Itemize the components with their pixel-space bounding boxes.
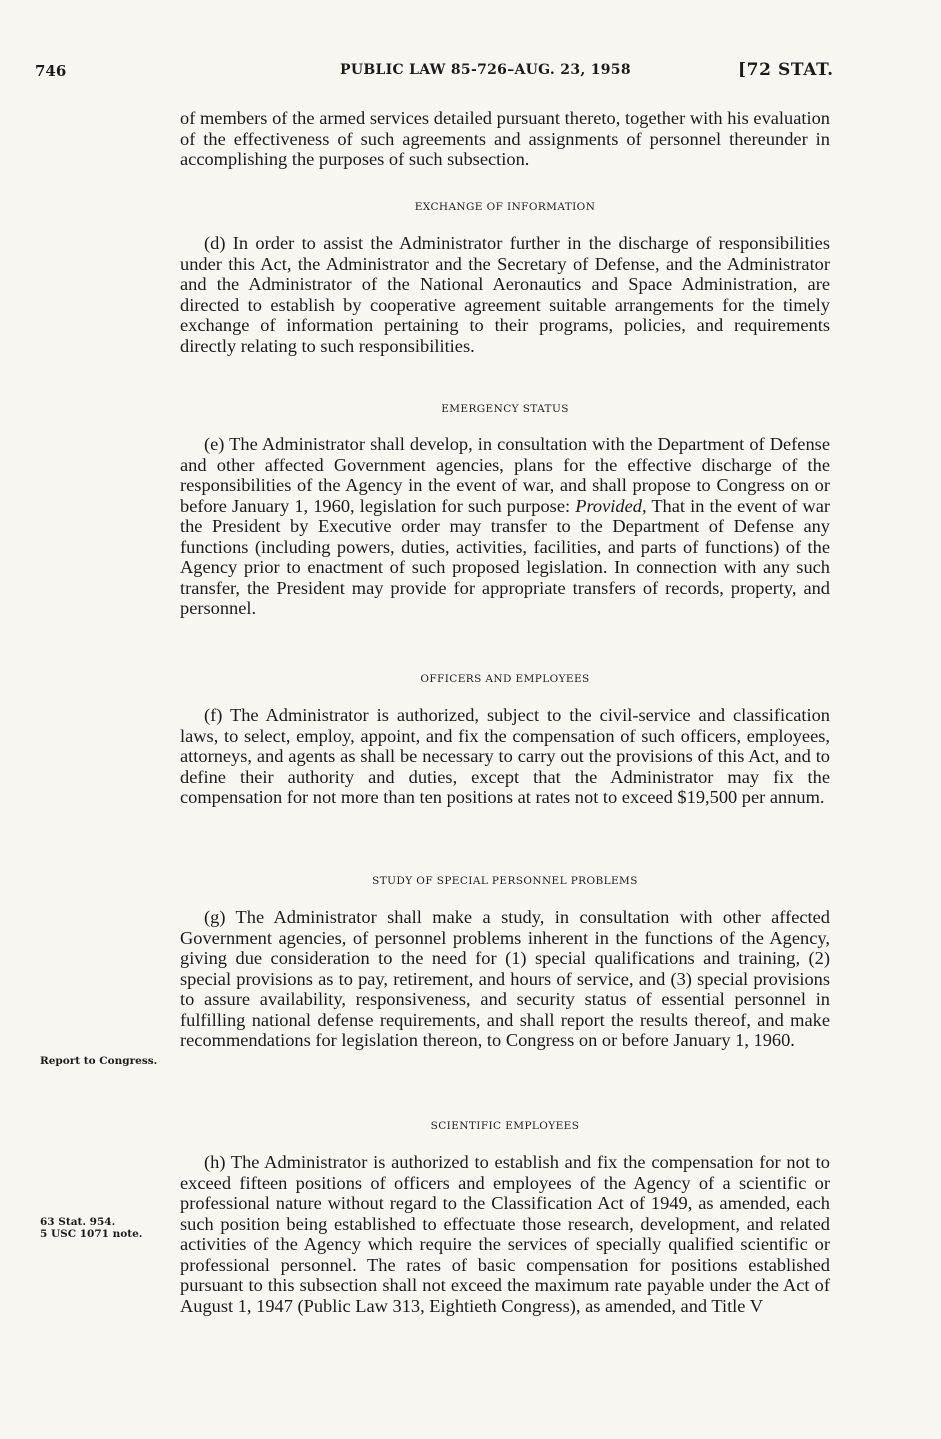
- margin-note-report-to-congress: Report to Congress.: [40, 1055, 158, 1067]
- margin-note-citation-stat: 63 Stat. 954.: [40, 1216, 116, 1228]
- page-header: [0, 62, 941, 92]
- running-head: PUBLIC LAW 85-726–AUG. 23, 1958: [340, 62, 631, 78]
- heading-officers-and-employees: OFFICERS AND EMPLOYEES: [420, 673, 590, 685]
- intro-paragraph: of members of the armed services detailed pursuant thereto, together with his evaluation of the effectiveness of such agreements and assignments of personnel thereunder in accomplishing the purposes of such subsection.: [180, 108, 830, 169]
- page-number: 746: [35, 62, 67, 80]
- paragraph-h: (h) The Administrator is authorized to establish and fix the compensation for not to exceed fifteen positions of officers and employees of the Agency of a scientific or professional nature without regard to the Classification Act of 1949, as amended, each such position being established to effectuate those research, development, and related activities of the Agency which require the services of specially qualified scientific or professional personnel. The rates of basic compensation for positions established pursuant to this subsection shall not exceed the maximum rate payable under the Act of August 1, 1947 (Public Law 313, Eightieth Congress), as amended, and Title V: [180, 1152, 830, 1316]
- margin-note-citation-usc: 5 USC 1071 note.: [40, 1228, 143, 1240]
- stat-reference: [72 STAT.: [738, 60, 834, 80]
- paragraph-g: (g) The Administrator shall make a study, in consultation with other affected Government agencies, of personnel problems inherent in the functions of the Agency, giving due consideration to the need for (1) special qualifications and training, (2) special provisions as to pay, retirement, and hours of service, and (3) special provisions to assure availability, responsiveness, and security status of essential personnel in fulfilling national defense requirements, and shall report the results thereof, and make recommendations for legislation thereon, to Congress on or before January 1, 1960.: [180, 907, 830, 1050]
- paragraph-e-text-before: (e) The Administrator shall develop, in consultation with the Department of Defense and other affected Government agencies, plans for the effective discharge of the responsibilities of the Agency in the event of war, and shall propose to Congress on or before January 1, 1960, legislation for such purpose:: [180, 434, 830, 516]
- paragraph-e: [180, 434, 830, 619]
- paragraph-d: (d) In order to assist the Administrator further in the discharge of responsibilities under this Act, the Administrator and the Secretary of Defense, and the Administrator and the Administrator of the National Aeronautics and Space Administration, are directed to establish by cooperative agreement suitable arrangements for the timely exchange of information pertaining to their programs, policies, and requirements directly relating to such responsibilities.: [180, 233, 830, 356]
- heading-study-of-special-personnel-problems: STUDY OF SPECIAL PERSONNEL PROBLEMS: [372, 875, 638, 887]
- heading-exchange-of-information: EXCHANGE OF INFORMATION: [414, 201, 596, 213]
- heading-scientific-employees: SCIENTIFIC EMPLOYEES: [430, 1120, 580, 1132]
- proviso-term: Provided,: [575, 495, 647, 516]
- paragraph-f: (f) The Administrator is authorized, subject to the civil-service and classification laws, to select, employ, appoint, and fix the compensation of such officers, employees, attorneys, and agents as shall be necessary to carry out the provisions of this Act, and to define their authority and duties, except that the Administrator may fix the compensation for not more than ten positions at rates not to exceed $19,500 per annum.: [180, 705, 830, 807]
- paragraph-e-text-after: That in the event of war the President by Executive order may transfer to the Department of Defense any functions (including powers, duties, activities, facilities, and parts of functions) of the Agency prior to enactment of such proposed legislation. In connection with any such transfer, the President may provide for appropriate transfers of records, property, and personnel.: [180, 495, 830, 618]
- margin-note-citation: [40, 1216, 172, 1240]
- heading-emergency-status: EMERGENCY STATUS: [441, 403, 569, 415]
